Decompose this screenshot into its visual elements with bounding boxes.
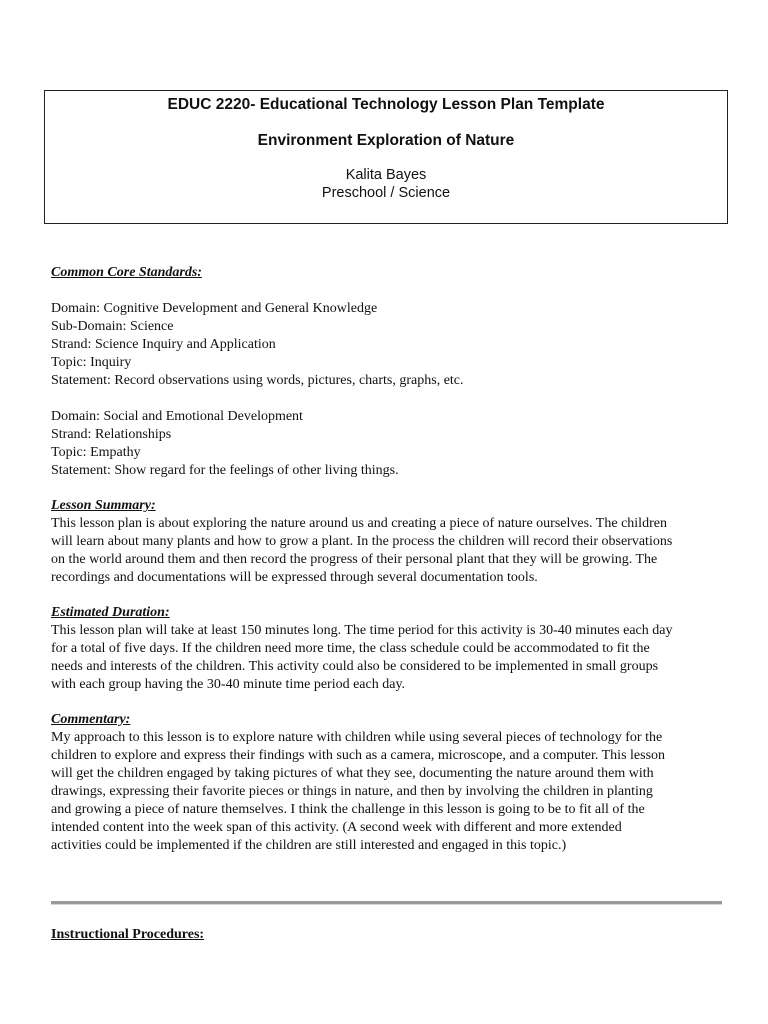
duration-section — [51, 604, 731, 694]
standard-line: Statement: Show regard for the feelings of other living things. — [51, 463, 399, 478]
paragraph-line: needs and interests of the children. This activity could also be considered to be implemented in small groups — [51, 659, 659, 674]
standards-block-2 — [51, 408, 731, 480]
paragraph-line: and growing a piece of nature themselves. I think the challenge in this lesson is going to be to fit all of the — [51, 802, 645, 817]
paragraph-line: will get the children engaged by taking pictures of what they see, documenting the nature around them with — [51, 766, 654, 781]
standard-line: Topic: Inquiry — [51, 355, 132, 370]
paragraph-line: recordings and documentations will be expressed through several documentation tools. — [51, 570, 538, 585]
paragraph-line: My approach to this lesson is to explore nature with children while using several pieces of technology for the — [51, 730, 663, 745]
procedures-heading: Instructional Procedures: — [51, 927, 205, 942]
paragraph-line: This lesson plan will take at least 150 minutes long. The time period for this activity is 30-40 minutes each day — [51, 623, 673, 638]
standard-line: Strand: Relationships — [51, 427, 172, 442]
standards-section — [51, 264, 731, 480]
paragraph-line: with each group having the 30-40 minute time period each day. — [51, 677, 406, 692]
paragraph-line: intended content into the week span of this activity. (A second week with different and more extended — [51, 820, 622, 835]
standard-line: Statement: Record observations using words, pictures, charts, graphs, etc. — [51, 373, 464, 388]
commentary-section — [51, 711, 731, 855]
summary-heading: Lesson Summary: — [51, 498, 156, 513]
paragraph-line: drawings, expressing their favorite pieces or things in nature, and then by involving the children in planting — [51, 784, 653, 799]
paragraph-line: This lesson plan is about exploring the nature around us and creating a piece of nature ourselves. The children — [51, 516, 667, 531]
procedures-section — [51, 926, 731, 944]
standard-line: Domain: Social and Emotional Development — [51, 409, 303, 424]
standard-line: Topic: Empathy — [51, 445, 141, 460]
commentary-heading: Commentary: — [51, 712, 131, 727]
author-name: Kalita Bayes — [345, 167, 427, 183]
section-divider — [51, 901, 722, 905]
standard-line: Sub-Domain: Science — [51, 319, 174, 334]
paragraph-line: children to explore and express their findings with such as a camera, microscope, and a computer. This lesson — [51, 748, 666, 763]
standard-line: Domain: Cognitive Development and General Knowledge — [51, 301, 378, 316]
duration-heading: Estimated Duration: — [51, 605, 170, 620]
summary-section — [51, 497, 731, 587]
paragraph-line: activities could be implemented if the children are still interested and engaged in this topic.) — [51, 838, 567, 853]
standards-block-1 — [51, 300, 731, 390]
standards-heading: Common Core Standards: — [51, 265, 202, 280]
title-box — [44, 90, 728, 224]
paragraph-line: for a total of five days. If the children need more time, the class schedule could be accommodated to fit the — [51, 641, 650, 656]
paragraph-line: will learn about many plants and how to grow a plant. In the process the children will record their observations — [51, 534, 673, 549]
paragraph-line: on the world around them and then record the progress of their personal plant that they will be growing. The — [51, 552, 658, 567]
lesson-title: Environment Exploration of Nature — [257, 132, 515, 149]
document-title: EDUC 2220- Educational Technology Lesson Plan Template — [167, 96, 605, 113]
grade-subject: Preschool / Science — [321, 185, 451, 201]
standard-line: Strand: Science Inquiry and Application — [51, 337, 276, 352]
